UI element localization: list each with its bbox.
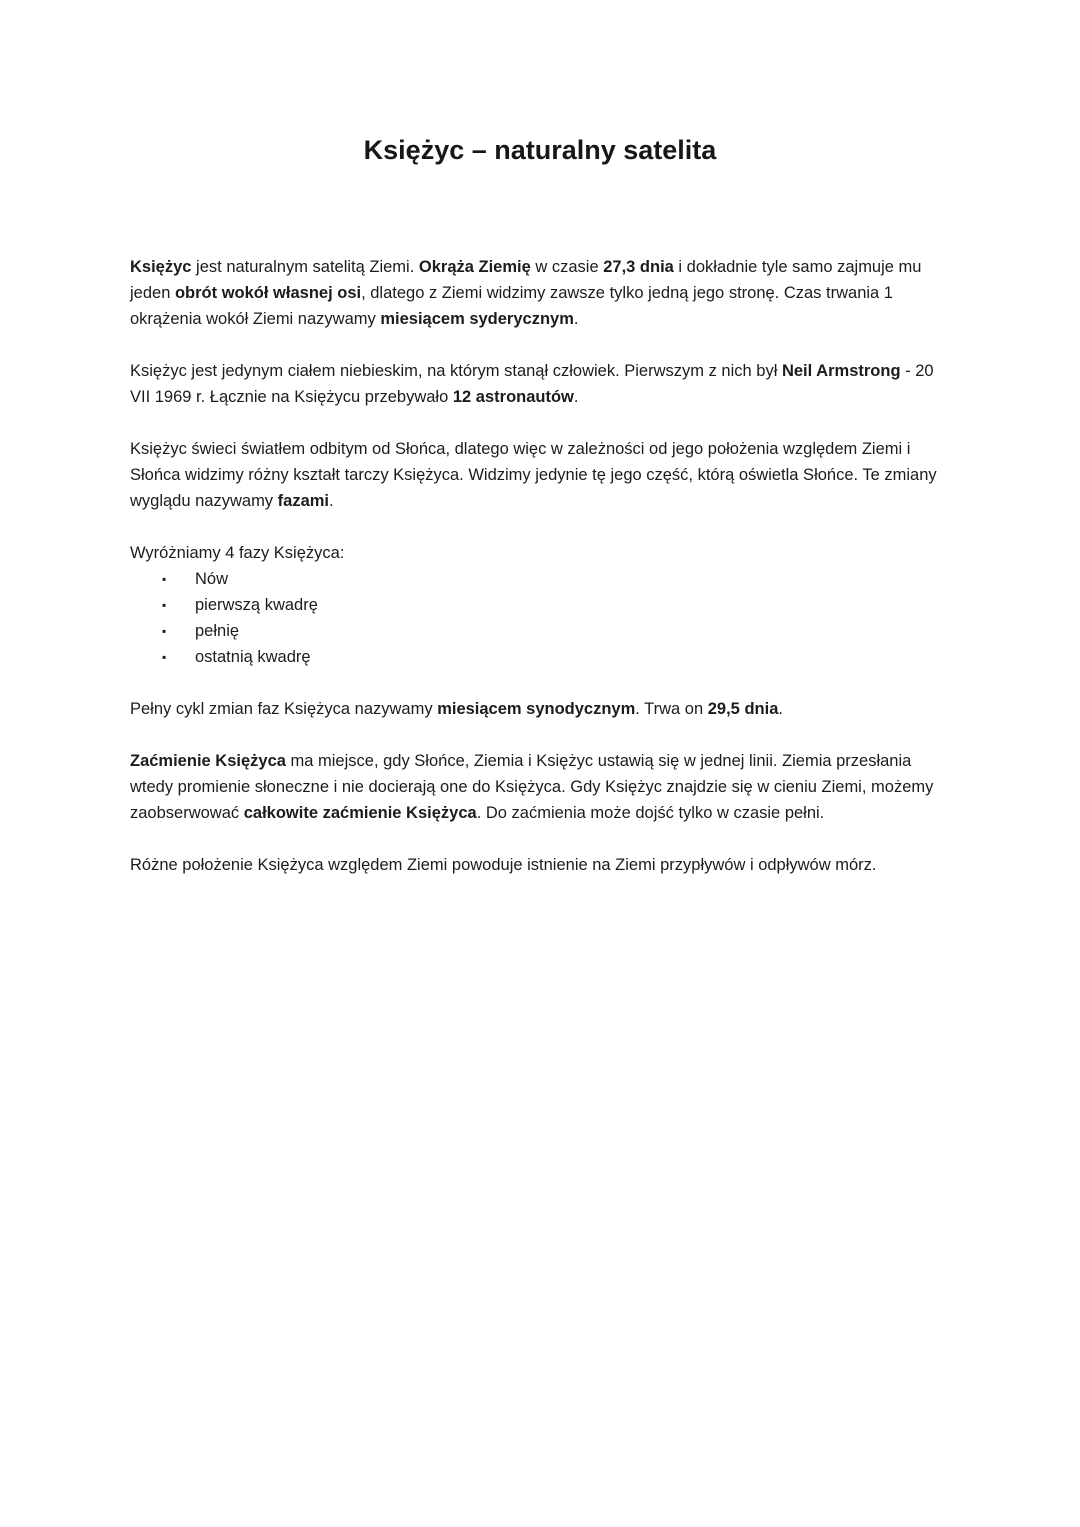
text-run: Neil Armstrong xyxy=(781,362,901,380)
document-body xyxy=(130,254,950,878)
text-run: ma miejsce, gdy Słońce, Ziemia i Księżyc ustawią się w jednej linii. Ziemia przesłania wtedy promienie słoneczne i nie docierają one do Księżyca. Gdy Księżyc znajdzie się w cieniu Ziemi, możemy zaobserwować xyxy=(130,752,934,822)
text-run: . xyxy=(329,492,334,510)
text-run: obrót wokół własnej osi xyxy=(174,284,362,302)
list-item-text: Nów xyxy=(195,570,229,588)
phases-list xyxy=(130,566,950,670)
phases-list-intro: Wyróżniamy 4 fazy Księżyca: xyxy=(130,544,345,562)
text-run: 27,3 dnia xyxy=(603,258,674,276)
paragraph-moon-orbit xyxy=(130,254,950,332)
text-run: . Do zaćmienia może dojść tylko w czasie pełni. xyxy=(476,804,825,822)
list-item-text: ostatnią kwadrę xyxy=(195,648,311,666)
document-title: Księżyc – naturalny satelita xyxy=(363,135,717,165)
square-bullet-icon: ▪ xyxy=(162,624,167,638)
text-run: Okrąża Ziemię xyxy=(418,258,531,276)
text-run: Księżyc świeci światłem odbitym od Słońca, dlatego więc w zależności od jego położenia względem Ziemi i Słońca widzimy różny kształt tarczy Księżyca. Widzimy jedynie tę jego część, którą oświetla Słońce. Te zmiany wyglądu nazywamy xyxy=(130,440,937,510)
square-bullet-icon: ▪ xyxy=(162,650,167,664)
text-run: . xyxy=(573,388,579,406)
text-run: fazami xyxy=(277,492,330,510)
text-run: Zaćmienie Księżyca xyxy=(130,752,286,770)
text-run: , dlatego z Ziemi widzimy zawsze tylko jedną jego stronę. Czas trwania 1 okrążenia wokół Ziemi nazywamy xyxy=(130,284,893,328)
text-run: Księżyc jest jedynym ciałem niebieskim, na którym stanął człowiek. Pierwszym z nich był xyxy=(130,362,782,380)
text-run: miesiącem syderycznym xyxy=(380,310,574,328)
list-item xyxy=(130,618,950,644)
paragraph-synodic-month xyxy=(130,696,950,722)
list-item xyxy=(130,644,950,670)
text-run: w czasie xyxy=(530,258,604,276)
list-item-text: pełnię xyxy=(195,622,240,640)
square-bullet-icon: ▪ xyxy=(162,572,167,586)
text-run: Różne położenie Księżyca względem Ziemi powoduje istnienie na Ziemi przypływów i odpływów mórz. xyxy=(130,856,877,874)
text-run: Pełny cykl zmian faz Księżyca nazywamy xyxy=(130,700,438,718)
paragraph-armstrong xyxy=(130,358,950,410)
paragraph-tides xyxy=(130,852,950,878)
list-item xyxy=(130,592,950,618)
square-bullet-icon: ▪ xyxy=(162,598,167,612)
text-run: 12 astronautów xyxy=(452,388,574,406)
paragraph-reflected-light xyxy=(130,436,950,514)
paragraph-lunar-eclipse xyxy=(130,748,950,826)
text-run: 29,5 dnia xyxy=(707,700,779,718)
text-run: i dokładnie tyle samo zajmuje mu jeden xyxy=(130,258,922,302)
text-run: Księżyc xyxy=(130,258,192,276)
text-run: . xyxy=(778,700,783,718)
text-run: miesiącem synodycznym xyxy=(437,700,636,718)
text-run: całkowite zaćmienie Księżyca xyxy=(243,804,477,822)
text-run: . xyxy=(573,310,579,328)
text-run: jest naturalnym satelitą Ziemi. xyxy=(191,258,419,276)
list-item-text: pierwszą kwadrę xyxy=(195,596,318,614)
list-item xyxy=(130,566,950,592)
text-run: . Trwa on xyxy=(635,700,708,718)
text-run: - 20 VII 1969 r. Łącznie na Księżycu przebywało xyxy=(130,362,934,406)
